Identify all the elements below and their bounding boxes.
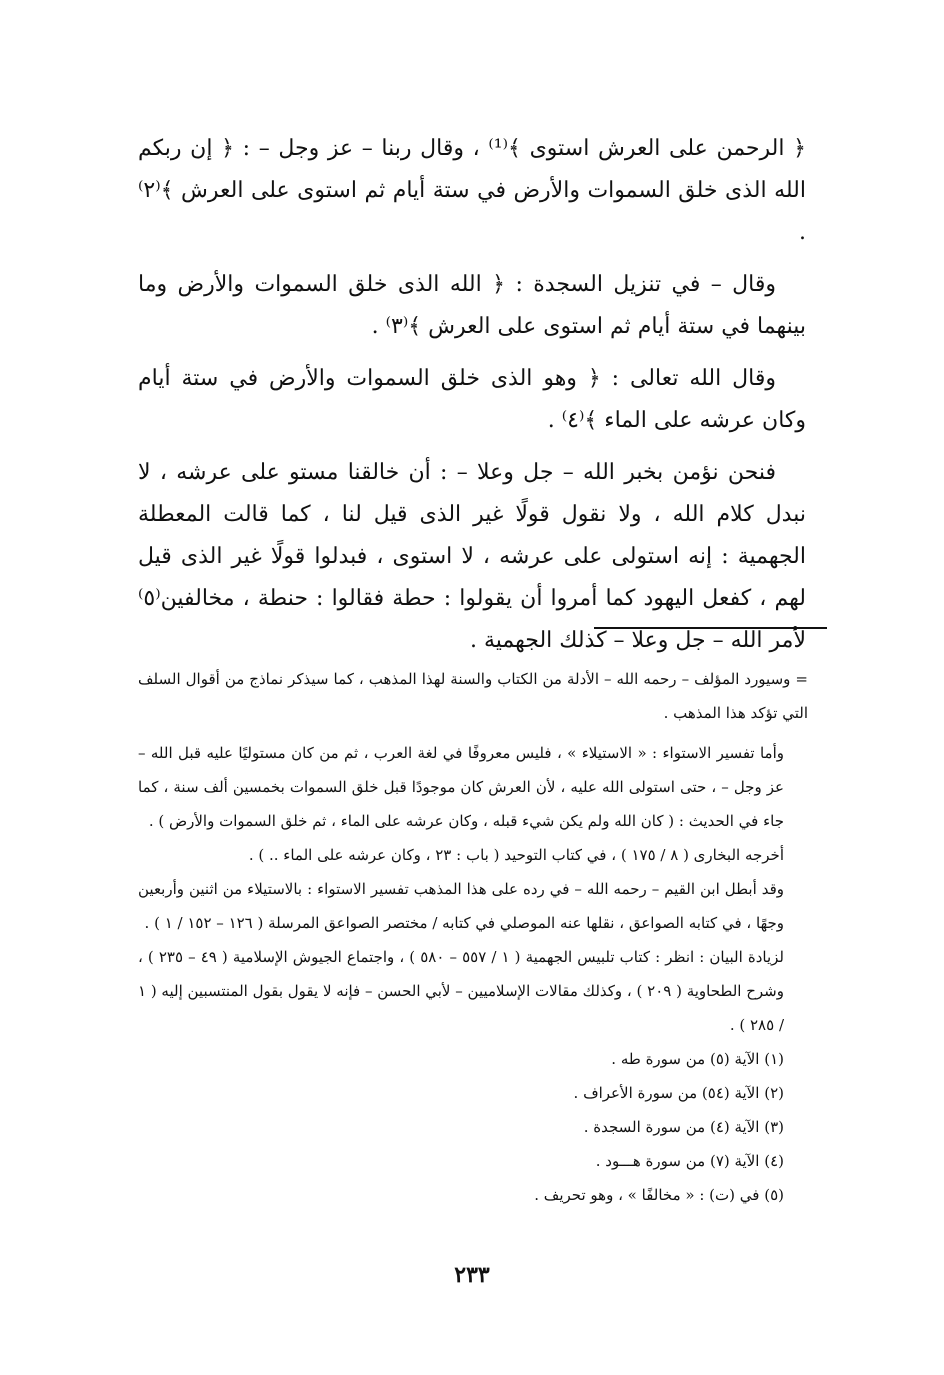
footnote-note: وقد أبطل ابن القيم – رحمه الله – في رده على هذا المذهب تفسير الاستواء : بالاستيلاء من اثنين وأربعين وجهًا ، في كتابه الصواعق ، نقلها عنه الموصلي في كتابه / مختصر الصواعق المرسلة ( ١٢٦ – ١٥٢ / ١ ) . <box>138 880 784 932</box>
paragraph-verse-hud: وقال الله تعالى : ﴿ وهو الذى خلق السموات والأرض في ستة أيام وكان عرشه على الماء ﴾⁽٤⁾ . <box>138 366 806 433</box>
footnotes <box>138 662 808 1212</box>
paragraph-belief: فنحن نؤمن بخبر الله – جل وعلا – : أن خالقنا مستو على عرشه ، لا نبدل كلام الله ، ولا نقول قولًا غير الذى قيل لنا ، كما قالت المعطلة الجهمية : إنه استولى على عرشه ، لا استوى ، فبدلوا قولًا غير الذى قيل لهم ، كفعل اليهود كما أمروا أن يقولوا : حطة فقالوا : حنطة ، مخالفين⁽٥⁾ لأمر الله – جل وعلا – كذلك الجهمية . <box>138 460 806 653</box>
footnote-reference: (٢) الآية (٥٤) من سورة الأعراف . <box>573 1084 784 1102</box>
footnote-reference: (١) الآية (٥) من سورة طه . <box>611 1050 784 1068</box>
main-text <box>138 128 806 672</box>
footnote-separator <box>594 627 827 629</box>
footnote-note: لزيادة البيان : انظر : كتاب تلبيس الجهمية ( ١ / ٥٥٧ – ٥٨٠ ) ، واجتماع الجيوش الإسلامية ( ٤٩ – ٢٣٥ ) ، وشرح الطحاوية ( ٢٠٩ ) ، وكذلك مقالات الإسلاميين – لأبي الحسن – فإنه لا يقول بقول المنتسبين إليه ( ١ / ٢٨٥ ) . <box>137 948 784 1034</box>
footnote-note: أخرجه البخارى ( ٨ / ١٧٥ ) ، في كتاب التوحيد ( باب : ٢٣ ، وكان عرشه على الماء .. ) . <box>248 846 784 864</box>
footnote-reference: (٤) الآية (٧) من سورة هـــود . <box>595 1152 784 1170</box>
page-number: ٢٣٣ <box>454 1262 490 1288</box>
footnote-note: وأما تفسير الاستواء : « الاستيلاء » ، فليس معروفًا في لغة العرب ، ثم من كان مستوليًا عليه قبل الله – عز وجل – ، حتى استولى الله عليه ، لأن العرش كان موجودًا قبل خلق السموات بخمسين ألف سنة ، كما جاء في الحديث : ( كان الله ولم يكن شيء قبله ، وكان عرشه على الماء ، ثم خلق السموات والأرض ) . <box>138 744 784 830</box>
paragraph-verse-taha: ﴿ الرحمن على العرش استوى ﴾⁽¹⁾ ، وقال ربنا – عز وجل – : ﴿ إن ربكم الله الذى خلق السموات والأرض في ستة أيام ثم استوى على العرش ﴾⁽٢⁾ . <box>138 136 807 245</box>
paragraph-verse-sajdah: وقال – في تنزيل السجدة : ﴿ الله الذى خلق السموات والأرض وما بينهما في ستة أيام ثم استوى على العرش ﴾⁽٣⁾ . <box>138 272 806 339</box>
footnote-reference: (٣) الآية (٤) من سورة السجدة . <box>583 1118 784 1136</box>
footnote-continuation: = وسيورد المؤلف – رحمه الله – الأدلة من الكتاب والسنة لهذا المذهب ، كما سيذكر نماذج من أقوال السلف التي تؤكد هذا المذهب . <box>138 670 808 722</box>
footnote-reference: (٥) في (ت) : « مخالفًا » ، وهو تحريف . <box>534 1186 784 1204</box>
